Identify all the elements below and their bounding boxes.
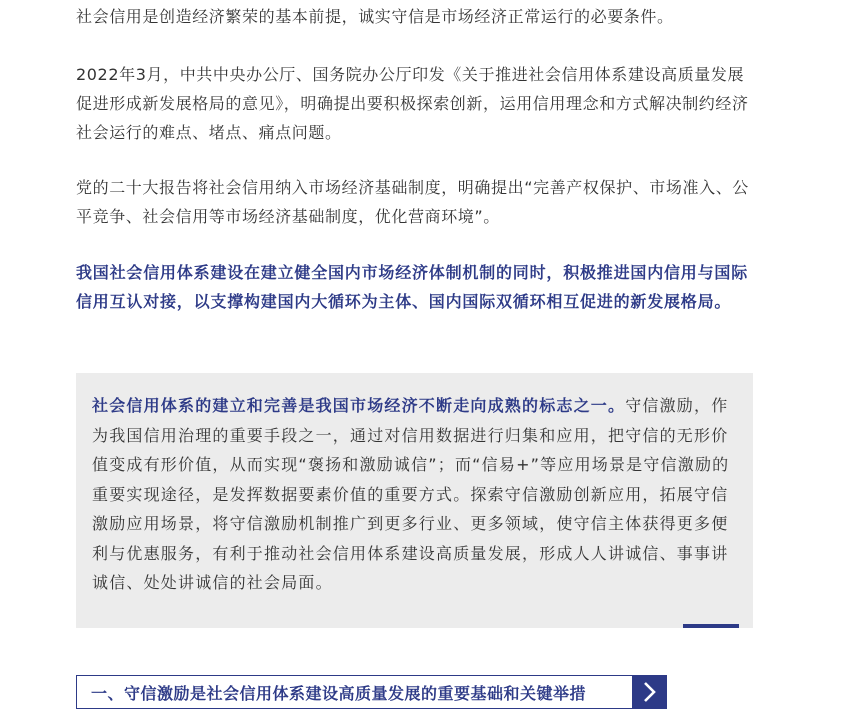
section-heading-label: 一、守信激励是社会信用体系建设高质量发展的重要基础和关键举措	[91, 683, 587, 703]
report-paragraph: 党的二十大报告将社会信用纳入市场经济基础制度，明确提出“完善产权保护、市场准入、公平竞争、社会信用等市场经济基础制度，优化营商环境”。	[76, 178, 749, 226]
highlight-paragraph: 我国社会信用体系建设在建立健全国内市场经济体制机制的同时，积极推进国内信用与国际信用互认对接，以支撑构建国内大循环为主体、国内国际双循环相互促进的新发展格局。	[76, 263, 749, 311]
callout-text	[92, 391, 740, 598]
callout-box	[76, 373, 753, 628]
intro-paragraph: 社会信用是创造经济繁荣的基本前提，诚实守信是市场经济正常运行的必要条件。	[76, 7, 674, 26]
chevron-right-icon[interactable]	[632, 675, 667, 709]
callout-accent-bar	[683, 624, 739, 628]
section-heading-link[interactable]	[76, 675, 666, 709]
callout-body: 守信激励，作为我国信用治理的重要手段之一，通过对信用数据进行归集和应用，把守信的无形价值变成有形价值，从而实现“褒扬和激励诚信”；而“信易+”等应用场景是守信激励的重要实现途径，是发挥数据要素价值的重要方式。探索守信激励创新应用，拓展守信激励应用场景，将守信激励机制推广到更多行业、更多领域，使守信主体获得更多便利与优惠服务，有利于推动社会信用体系建设高质量发展，形成人人讲诚信、事事讲诚信、处处讲诚信的社会局面。	[92, 396, 730, 592]
callout-lead: 社会信用体系的建立和完善是我国市场经济不断走向成熟的标志之一。	[92, 396, 626, 415]
policy-paragraph: 2022年3月，中共中央办公厅、国务院办公厅印发《关于推进社会信用体系建设高质量发展促进形成新发展格局的意见》，明确提出要积极探索创新，运用信用理念和方式解决制约经济社会运行的难点、堵点、痛点问题。	[76, 65, 749, 142]
